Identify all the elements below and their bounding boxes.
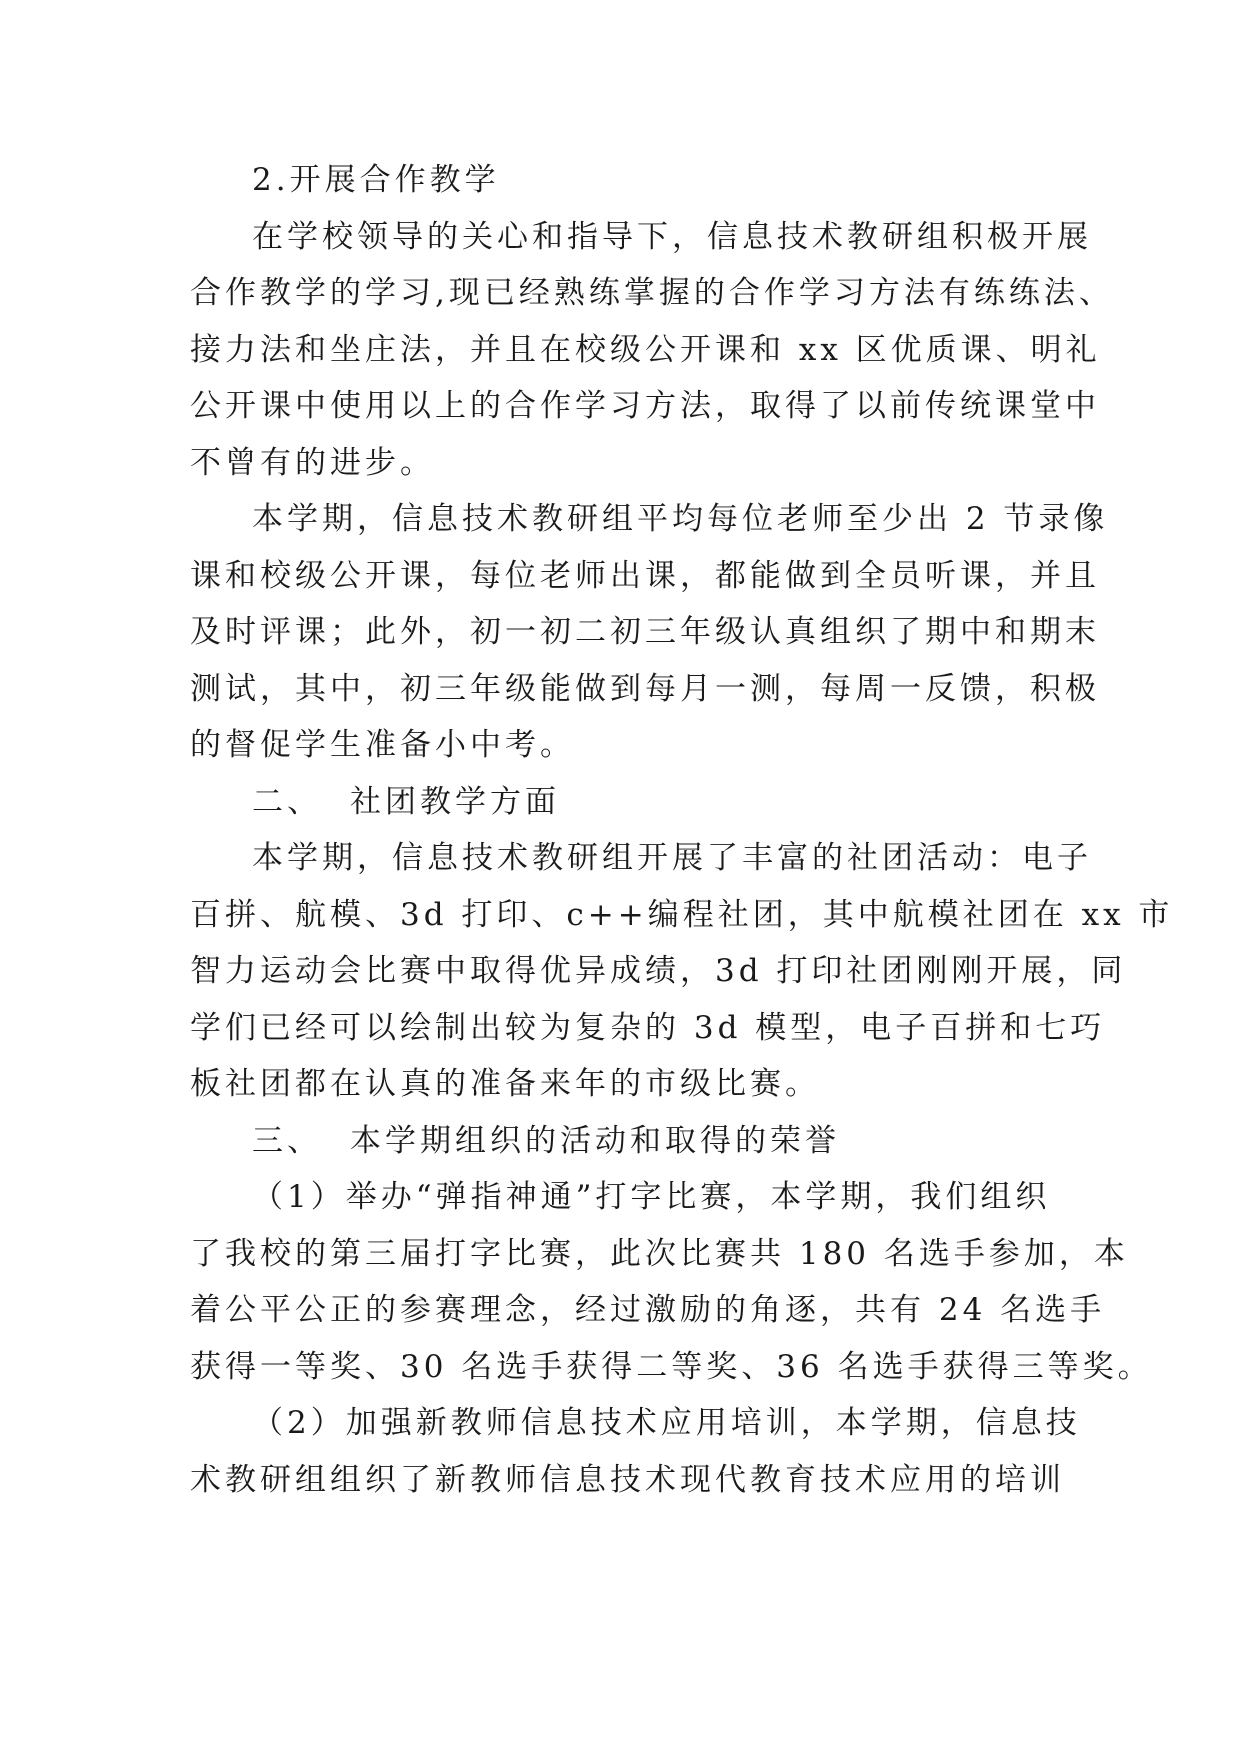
paragraph-line: 课和校级公开课，每位老师出课，都能做到全员听课，并且	[190, 557, 1100, 594]
paragraph-line: 获得一等奖、30 名选手获得二等奖、36 名选手获得三等奖。	[190, 1348, 1153, 1385]
paragraph-line: 智力运动会比赛中取得优异成绩，3d 打印社团刚刚开展，同	[190, 953, 1127, 989]
paragraph-line: （1）举办“弹指神通”打字比赛，本学期，我们组织	[252, 1179, 1051, 1215]
section-heading	[190, 774, 1070, 831]
section-title: 社团教学方面	[350, 783, 560, 820]
paragraph-line: 公开课中使用以上的合作学习方法，取得了以前传统课堂中	[190, 388, 1100, 424]
paragraph-line: 的督促学生准备小中考。	[190, 727, 575, 763]
paragraph-line: （2）加强新教师信息技术应用培训，本学期，信息技	[252, 1405, 1081, 1441]
paragraph-line: 接力法和坐庄法，并且在校级公开课和 xx 区优质课、明礼	[190, 331, 1101, 368]
paragraph-line: 及时评课；此外，初一初二初三年级认真组织了期中和期末	[190, 614, 1100, 650]
paragraph-line: 不曾有的进步。	[190, 444, 435, 481]
section-number: 二、	[252, 783, 322, 820]
paragraph-line: 术教研组组织了新教师信息技术现代教育技术应用的培训	[190, 1461, 1065, 1498]
section-subheading: 2.开展合作教学	[252, 162, 500, 198]
paragraph-line: 测试，其中，初三年级能做到每月一测，每周一反馈，积极	[190, 670, 1100, 707]
section-heading	[190, 1113, 1070, 1170]
paragraph-line: 在学校领导的关心和指导下，信息技术教研组积极开展	[252, 218, 1092, 255]
paragraph-line: 合作教学的学习,现已经熟练掌握的合作学习方法有练练法、	[190, 275, 1114, 311]
section-number: 三、	[252, 1122, 322, 1159]
paragraph-line: 着公平公正的参赛理念，经过激励的角逐，共有 24 名选手	[190, 1292, 1106, 1328]
paragraph-line: 板社团都在认真的准备来年的市级比赛。	[190, 1066, 820, 1102]
paragraph-line: 了我校的第三届打字比赛，此次比赛共 180 名选手参加，本	[190, 1235, 1129, 1272]
paragraph-line: 学们已经可以绘制出较为复杂的 3d 模型，电子百拼和七巧	[190, 1009, 1106, 1046]
paragraph-line: 百拼、航模、3d 打印、c++编程社团，其中航模社团在 xx 市	[190, 896, 1174, 933]
document-body	[190, 152, 1174, 1508]
paragraph-line: 本学期，信息技术教研组平均每位老师至少出 2 节录像	[252, 501, 1109, 537]
section-title: 本学期组织的活动和取得的荣誉	[350, 1122, 840, 1159]
paragraph-line: 本学期，信息技术教研组开展了丰富的社团活动：电子	[252, 840, 1092, 876]
